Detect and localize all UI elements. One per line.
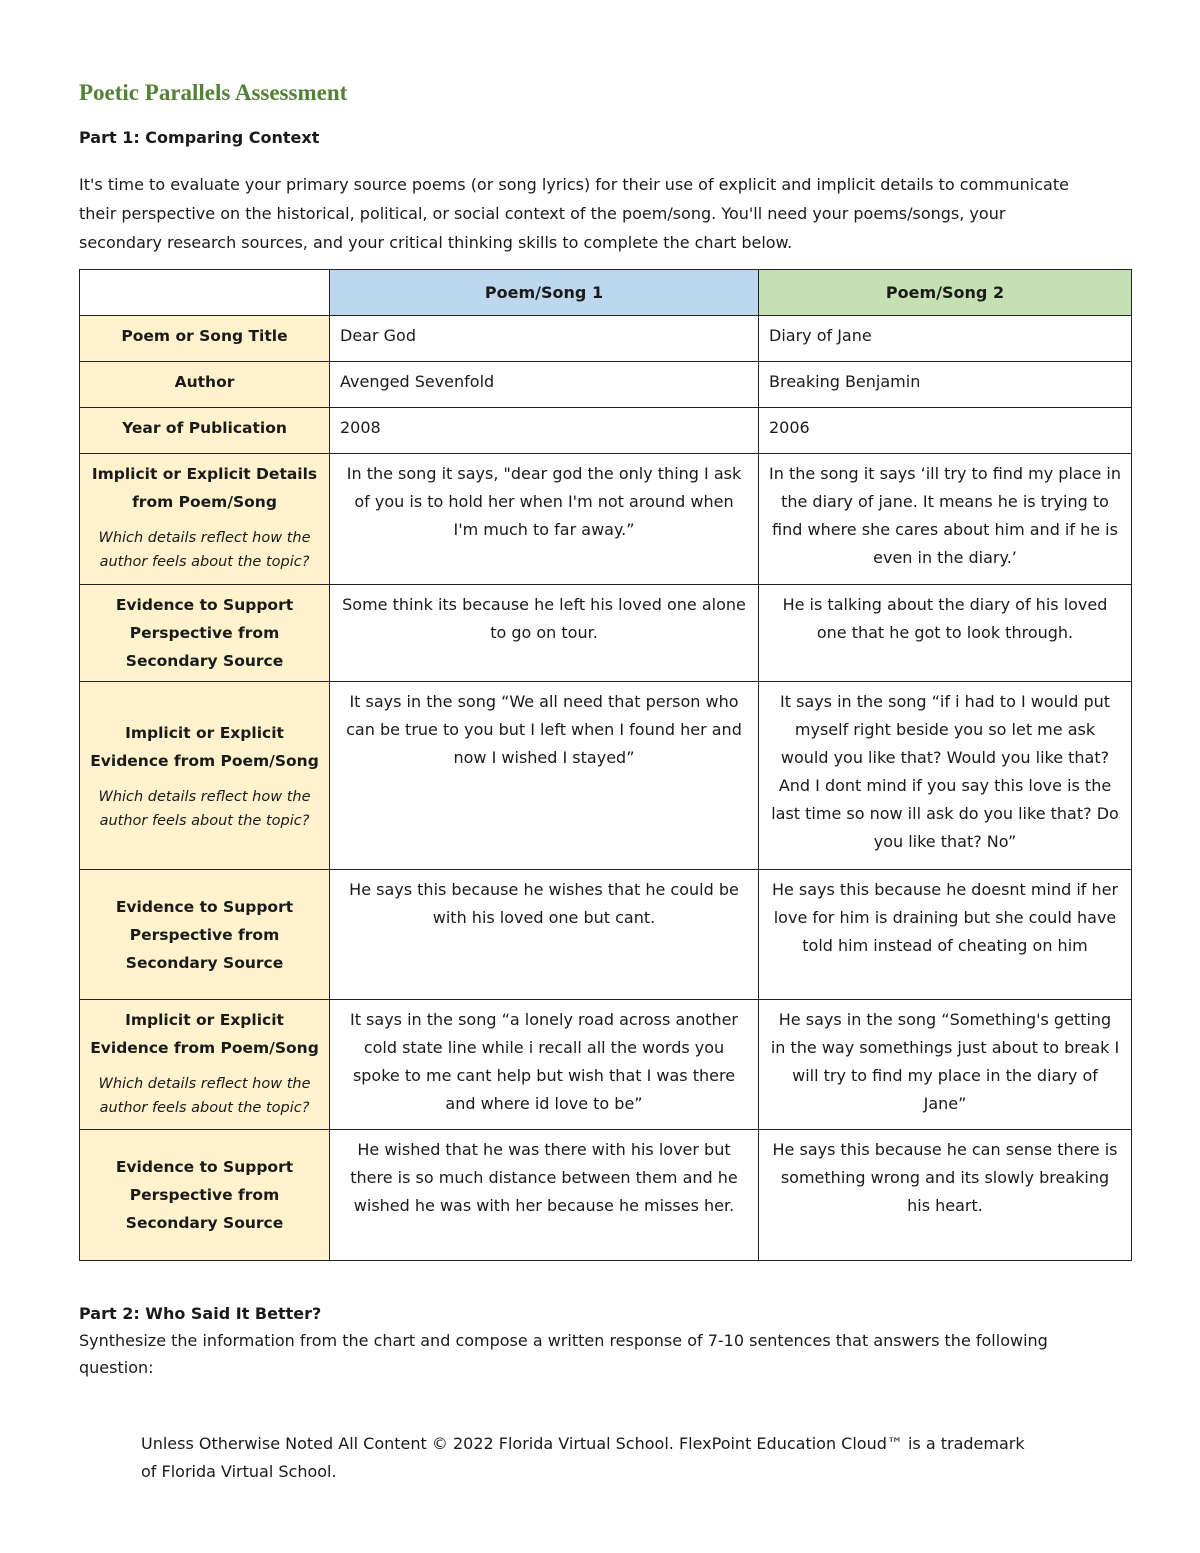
table-row-year	[80, 408, 1132, 454]
cell-evidence-2-song1: He says this because he wishes that he could be with his loved one but cant.	[330, 870, 759, 1000]
cell-details-1-song2: In the song it says ‘ill try to find my place in the diary of jane. It means he is trying to find where she cares about him and if he is even in the diary.’	[759, 454, 1132, 585]
header-poem-song-2: Poem/Song 2	[759, 270, 1132, 316]
row-label-evidence-3: Evidence to Support Perspective from Secondary Source	[80, 1130, 330, 1261]
row-label-title: Poem or Song Title	[80, 316, 330, 362]
cell-title-song2: Diary of Jane	[759, 316, 1132, 362]
table-row-details-1	[80, 454, 1132, 585]
row-label-details-2	[80, 682, 330, 870]
cell-evidence-3-song1: He wished that he was there with his lover but there is so much distance between them and he wished he was with her because he misses her.	[330, 1130, 759, 1261]
row-label-year: Year of Publication	[80, 408, 330, 454]
row-label-author: Author	[80, 362, 330, 408]
table-row-evidence-1	[80, 585, 1132, 682]
comparison-chart	[79, 269, 1132, 1261]
table-row-evidence-3	[80, 1130, 1132, 1261]
cell-details-3-song1: It says in the song “a lonely road across another cold state line while i recall all the words you spoke to me cant help but wish that I was there and where id love to be”	[330, 1000, 759, 1130]
cell-author-song2: Breaking Benjamin	[759, 362, 1132, 408]
part2-text: Synthesize the information from the chart and compose a written response of 7-10 sentences that answers the following question:	[79, 1331, 1048, 1377]
header-poem-song-1: Poem/Song 1	[330, 270, 759, 316]
row-hint-details-2: Which details reflect how the author feels about the topic?	[98, 788, 311, 829]
cell-year-song2: 2006	[759, 408, 1132, 454]
cell-details-1-song1: In the song it says, "dear god the only thing I ask of you is to hold her when I'm not around when I'm much to far away.”	[330, 454, 759, 585]
row-hint-details-1: Which details reflect how the author feels about the topic?	[98, 530, 311, 570]
cell-evidence-1-song2: He is talking about the diary of his loved one that he got to look through.	[759, 585, 1132, 682]
cell-details-3-song2: He says in the song “Something's getting in the way somethings just about to break I will try to find my place in the diary of Jane”	[759, 1000, 1132, 1130]
table-row-details-3	[80, 1000, 1132, 1130]
row-label-details-1	[80, 454, 330, 585]
table-row-evidence-2	[80, 870, 1132, 1000]
part1-intro: It's time to evaluate your primary source poems (or song lyrics) for their use of explicit and implicit details to communicate their perspective on the historical, political, or social context of the poem/song. You'll need your poems/songs, your secondary research sources, and your critical thinking skills to complete the chart below.	[79, 175, 1069, 252]
cell-title-song1: Dear God	[330, 316, 759, 362]
table-row-author	[80, 362, 1132, 408]
cell-author-song1: Avenged Sevenfold	[330, 362, 759, 408]
row-label-evidence-1: Evidence to Support Perspective from Secondary Source	[80, 585, 330, 682]
row-hint-details-3: Which details reflect how the author feels about the topic?	[98, 1076, 311, 1116]
row-label-evidence-2: Evidence to Support Perspective from Secondary Source	[80, 870, 330, 1000]
part2-section	[79, 1300, 1079, 1381]
cell-details-2-song1: It says in the song “We all need that person who can be true to you but I left when I found her and now I wished I stayed”	[330, 682, 759, 870]
row-label-details-3-text: Implicit or Explicit Evidence from Poem/Song	[90, 1011, 319, 1057]
cell-year-song1: 2008	[330, 408, 759, 454]
header-blank-cell	[80, 270, 330, 316]
document-title: Poetic Parallels Assessment	[79, 80, 348, 105]
table-row-details-2	[80, 682, 1132, 870]
row-label-details-3	[80, 1000, 330, 1130]
row-label-details-1-text: Implicit or Explicit Details from Poem/Song	[91, 465, 318, 511]
cell-evidence-1-song1: Some think its because he left his loved one alone to go on tour.	[330, 585, 759, 682]
cell-evidence-2-song2: He says this because he doesnt mind if her love for him is draining but she could have told him instead of cheating on him	[759, 870, 1132, 1000]
cell-evidence-3-song2: He says this because he can sense there is something wrong and its slowly breaking his heart.	[759, 1130, 1132, 1261]
part1-heading: Part 1: Comparing Context	[79, 128, 320, 147]
copyright-footer: Unless Otherwise Noted All Content © 2022 Florida Virtual School. FlexPoint Education Cloud™ is a trademark of Florida Virtual School.	[141, 1434, 1025, 1481]
cell-details-2-song2: It says in the song “if i had to I would put myself right beside you so let me ask would you like that? Would you like that? And I dont mind if you say this love is the last time so now ill ask do you like that? Do you like that? No”	[759, 682, 1132, 870]
row-label-details-2-text: Implicit or Explicit Evidence from Poem/Song	[90, 723, 319, 770]
chart-header-row	[80, 270, 1132, 316]
part2-heading: Part 2: Who Said It Better?	[79, 1304, 322, 1323]
table-row-title	[80, 316, 1132, 362]
